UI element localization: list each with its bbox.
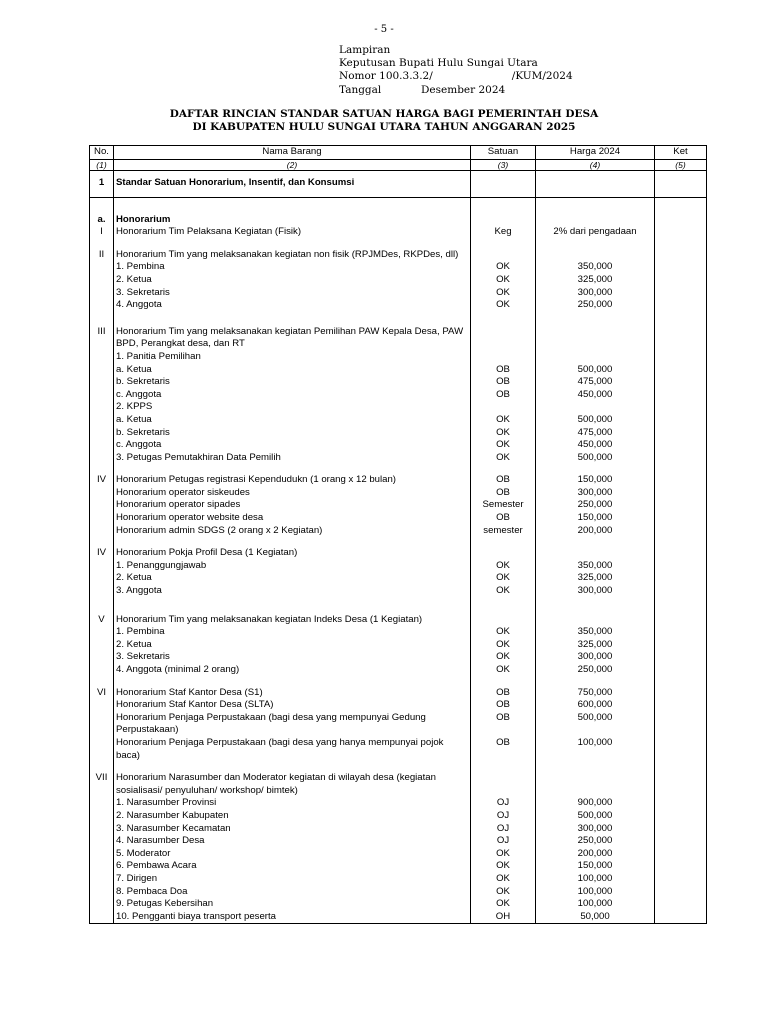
row-satuan: OK [471,639,536,652]
row-no [90,389,114,402]
row-harga: 50,000 [536,911,655,924]
table-row [90,452,707,465]
lampiran-tanggal-label: Tanggal [339,83,382,96]
row-harga: 150,000 [536,860,655,873]
row-harga [536,401,655,414]
row-satuan: OK [471,873,536,886]
row-nama: Honorarium Tim yang melaksanakan kegiatan Indeks Desa (1 Kegiatan) [114,614,471,627]
row-harga: 2% dari pengadaan [536,226,655,239]
row-satuan [471,326,536,351]
row-satuan: OJ [471,810,536,823]
row-harga: 300,000 [536,823,655,836]
row-no [90,823,114,836]
table-row [90,364,707,377]
table-row [90,687,707,700]
row-nama: Honorarium admin SDGS (2 orang x 2 Kegiatan) [114,525,471,538]
row-ket [655,364,707,377]
row-no [90,439,114,452]
row-ket [655,452,707,465]
row-no [90,737,114,762]
row-nama: Honorarium Tim yang melaksanakan kegiatan non fisik (RPJMDes, RKPDes, dll) [114,249,471,262]
row-nama: 2. Narasumber Kabupaten [114,810,471,823]
row-no [90,401,114,414]
section-title: Standar Satuan Honorarium, Insentif, dan Konsumsi [114,170,471,197]
title-line-2: DI KABUPATEN HULU SUNGAI UTARA TAHUN ANGGARAN 2025 [192,121,576,133]
row-ket [655,261,707,274]
row-nama: Honorarium Narasumber dan Moderator kegiatan di wilayah desa (kegiatan sosialisasi/ penyuluhan/ workshop/ bimtek) [114,772,471,797]
row-satuan [471,614,536,627]
sub-a-title: Honorarium [114,214,471,227]
row-nama: Honorarium Staf Kantor Desa (SLTA) [114,699,471,712]
row-nama: 3. Narasumber Kecamatan [114,823,471,836]
table-row [90,626,707,639]
row-no [90,560,114,573]
row-satuan: OK [471,651,536,664]
row-nama: Honorarium Penjaga Perpustakaan (bagi desa yang mempunyai Gedung Perpustakaan) [114,712,471,737]
row-ket [655,487,707,500]
header-satuan: Satuan [471,146,536,160]
table-row [90,664,707,677]
row-ket [655,737,707,762]
row-no: II [90,249,114,262]
row-ket [655,376,707,389]
row-harga: 350,000 [536,560,655,573]
row-satuan: OB [471,474,536,487]
row-satuan: OK [471,261,536,274]
row-ket [655,512,707,525]
row-harga: 500,000 [536,364,655,377]
row-satuan [471,351,536,364]
row-satuan: OB [471,389,536,402]
row-nama: 8. Pembaca Doa [114,886,471,899]
row-harga: 150,000 [536,474,655,487]
row-nama: 3. Sekretaris [114,287,471,300]
row-nama: c. Anggota [114,439,471,452]
row-harga: 475,000 [536,376,655,389]
sub-a-no: a. [90,214,114,227]
row-ket [655,389,707,402]
row-nama: b. Sekretaris [114,427,471,440]
row-nama: 7. Dirigen [114,873,471,886]
header-no: No. [90,146,114,160]
row-satuan: OB [471,687,536,700]
table-row [90,810,707,823]
row-no [90,860,114,873]
document-title [0,108,768,134]
row-harga [536,547,655,560]
table-row [90,898,707,911]
row-no [90,886,114,899]
table-row [90,389,707,402]
row-satuan: OK [471,585,536,598]
row-no: IV [90,547,114,560]
colnum-no: (1) [90,159,114,170]
row-harga: 325,000 [536,639,655,652]
row-no [90,299,114,312]
row-no [90,287,114,300]
row-ket [655,651,707,664]
row-satuan [471,547,536,560]
row-ket [655,810,707,823]
row-satuan: OB [471,712,536,737]
group-title-row [90,614,707,627]
page-number: - 5 - [374,24,394,35]
table-row [90,376,707,389]
row-nama: 2. Ketua [114,572,471,585]
lampiran-nomor-label: Nomor 100.3.3.2/ [339,70,433,83]
table-row [90,835,707,848]
row-harga: 300,000 [536,287,655,300]
row-harga: 325,000 [536,572,655,585]
row-satuan: OB [471,512,536,525]
row-harga [536,614,655,627]
row-nama: Honorarium operator website desa [114,512,471,525]
row-satuan: OH [471,911,536,924]
header-ket: Ket [655,146,707,160]
table-row [90,499,707,512]
row-satuan [471,249,536,262]
row-ket [655,525,707,538]
row-no [90,487,114,500]
table-row [90,860,707,873]
group-title-row [90,249,707,262]
row-nama: 1. Pembina [114,626,471,639]
row-harga: 100,000 [536,737,655,762]
row-nama: c. Anggota [114,389,471,402]
row-no [90,512,114,525]
row-no [90,664,114,677]
row-ket [655,299,707,312]
header-row [90,146,707,160]
row-no [90,376,114,389]
row-harga: 150,000 [536,512,655,525]
row-nama: Honorarium Pokja Profil Desa (1 Kegiatan) [114,547,471,560]
lampiran-label: Lampiran [339,44,391,56]
row-ket [655,664,707,677]
row-no [90,835,114,848]
table-row [90,474,707,487]
row-no [90,499,114,512]
row-satuan: OK [471,439,536,452]
row-nama: Honorarium Penjaga Perpustakaan (bagi desa yang hanya mempunyai pojok baca) [114,737,471,762]
row-ket [655,835,707,848]
row-no [90,364,114,377]
row-satuan: OJ [471,823,536,836]
row-nama: Honorarium Tim Pelaksana Kegiatan (Fisik) [114,226,471,239]
row-no [90,414,114,427]
row-harga: 750,000 [536,687,655,700]
table-row [90,797,707,810]
row-nama: Honorarium operator sipades [114,499,471,512]
row-satuan: OK [471,287,536,300]
row-harga: 450,000 [536,439,655,452]
row-harga: 300,000 [536,651,655,664]
row-nama: 4. Anggota [114,299,471,312]
row-satuan: OK [471,860,536,873]
row-nama: 3. Sekretaris [114,651,471,664]
row-satuan [471,772,536,797]
row-ket [655,886,707,899]
row-harga: 100,000 [536,898,655,911]
row-satuan: OB [471,487,536,500]
row-nama: Honorarium Tim yang melaksanakan kegiatan Pemilihan PAW Kepala Desa, PAW BPD, Perangkat desa, dan RT [114,326,471,351]
row-satuan: OK [471,427,536,440]
table-row [90,414,707,427]
row-nama: 10. Pengganti biaya transport peserta [114,911,471,924]
row-ket [655,614,707,627]
table-row [90,274,707,287]
row-harga: 350,000 [536,261,655,274]
row-ket [655,873,707,886]
row-satuan: OK [471,572,536,585]
table-row [90,848,707,861]
table-row [90,427,707,440]
row-no: VII [90,772,114,797]
row-harga: 250,000 [536,664,655,677]
row-ket [655,560,707,573]
sub-a-row [90,214,707,227]
row-harga: 450,000 [536,389,655,402]
row-satuan: OB [471,376,536,389]
row-no [90,626,114,639]
row-no [90,911,114,924]
row-no [90,873,114,886]
row-ket [655,499,707,512]
row-satuan: Semester [471,499,536,512]
row-nama: 3. Anggota [114,585,471,598]
row-ket [655,439,707,452]
table-row [90,299,707,312]
row-ket [655,898,707,911]
colnum-satuan: (3) [471,159,536,170]
row-satuan: OK [471,626,536,639]
row-harga: 500,000 [536,810,655,823]
group-title-row [90,547,707,560]
colnum-ket: (5) [655,159,707,170]
row-ket [655,547,707,560]
row-ket [655,414,707,427]
row-nama: 6. Pembawa Acara [114,860,471,873]
header-harga: Harga 2024 [536,146,655,160]
colnum-nama: (2) [114,159,471,170]
row-no [90,898,114,911]
lampiran-tanggal-value: Desember 2024 [421,83,506,96]
table-row [90,737,707,762]
row-ket [655,474,707,487]
row-harga: 325,000 [536,274,655,287]
row-no [90,351,114,364]
row-satuan: OK [471,274,536,287]
row-nama: b. Sekretaris [114,376,471,389]
row-ket [655,249,707,262]
row-satuan: OB [471,737,536,762]
row-ket [655,848,707,861]
row-ket [655,326,707,351]
table-row [90,572,707,585]
row-harga: 600,000 [536,699,655,712]
row-no [90,572,114,585]
row-harga: 900,000 [536,797,655,810]
row-satuan: OJ [471,835,536,848]
row-ket [655,911,707,924]
row-no: I [90,226,114,239]
row-no: IV [90,474,114,487]
row-no: III [90,326,114,351]
row-no [90,699,114,712]
table-row [90,401,707,414]
row-harga: 350,000 [536,626,655,639]
row-harga: 500,000 [536,414,655,427]
row-ket [655,626,707,639]
table-row [90,351,707,364]
table-row [90,911,707,924]
row-nama: 3. Petugas Pemutakhiran Data Pemilih [114,452,471,465]
row-nama: 2. KPPS [114,401,471,414]
row-ket [655,712,707,737]
row-nama: a. Ketua [114,414,471,427]
row-no [90,261,114,274]
row-no [90,525,114,538]
table-row [90,560,707,573]
row-satuan: OK [471,664,536,677]
row-ket [655,274,707,287]
row-nama: 1. Pembina [114,261,471,274]
row-satuan: OK [471,299,536,312]
table-row [90,439,707,452]
row-no: VI [90,687,114,700]
table-row [90,823,707,836]
row-harga: 100,000 [536,886,655,899]
row-satuan: semester [471,525,536,538]
row-nama: 2. Ketua [114,639,471,652]
header-nama: Nama Barang [114,146,471,160]
row-no [90,712,114,737]
lampiran-keputusan: Keputusan Bupati Hulu Sungai Utara [339,57,538,70]
row-no [90,427,114,440]
row-ket [655,823,707,836]
row-nama: 1. Penanggungjawab [114,560,471,573]
row-ket [655,572,707,585]
row-no: V [90,614,114,627]
title-line-1: DAFTAR RINCIAN STANDAR SATUAN HARGA BAGI PEMERINTAH DESA [169,108,599,120]
row-satuan: OB [471,364,536,377]
row-ket [655,687,707,700]
group-title-row [90,326,707,351]
column-number-row [90,159,707,170]
row-harga: 300,000 [536,585,655,598]
row-harga: 475,000 [536,427,655,440]
row-nama: Honorarium Petugas registrasi Kependudukn (1 orang x 12 bulan) [114,474,471,487]
row-ket [655,351,707,364]
row-satuan: OK [471,848,536,861]
row-nama: 5. Moderator [114,848,471,861]
lampiran-block [339,44,573,97]
table-row [90,639,707,652]
row-satuan: OK [471,898,536,911]
row-satuan: OB [471,699,536,712]
row-ket [655,860,707,873]
row-satuan: OJ [471,797,536,810]
price-table [89,145,707,924]
row-harga: 250,000 [536,835,655,848]
row-no [90,452,114,465]
row-satuan [471,401,536,414]
row-no [90,585,114,598]
row-nama: 4. Anggota (minimal 2 orang) [114,664,471,677]
table-row [90,512,707,525]
row-no [90,848,114,861]
table-row [90,487,707,500]
row-harga: 250,000 [536,499,655,512]
row-satuan: Keg [471,226,536,239]
row-no [90,810,114,823]
row-no [90,274,114,287]
table-row [90,585,707,598]
table-row [90,651,707,664]
row-satuan: OK [471,452,536,465]
row-harga: 200,000 [536,848,655,861]
table-row [90,525,707,538]
row-no [90,797,114,810]
row-ket [655,797,707,810]
row-harga: 200,000 [536,525,655,538]
row-ket [655,772,707,797]
row-harga: 100,000 [536,873,655,886]
row-harga [536,326,655,351]
row-no [90,639,114,652]
table-row [90,226,707,239]
row-nama: 1. Narasumber Provinsi [114,797,471,810]
table-row [90,287,707,300]
section-row [90,170,707,197]
row-nama: 1. Panitia Pemilihan [114,351,471,364]
row-ket [655,639,707,652]
table-row [90,261,707,274]
row-satuan: OK [471,560,536,573]
row-nama: 9. Petugas Kebersihan [114,898,471,911]
row-ket [655,287,707,300]
group-title-row [90,772,707,797]
row-nama: 4. Narasumber Desa [114,835,471,848]
section-no: 1 [90,170,114,197]
row-harga [536,249,655,262]
table-row [90,712,707,737]
row-harga: 300,000 [536,487,655,500]
row-nama: 2. Ketua [114,274,471,287]
row-harga [536,351,655,364]
table-row [90,699,707,712]
table-row [90,873,707,886]
row-satuan: OK [471,886,536,899]
row-nama: Honorarium Staf Kantor Desa (S1) [114,687,471,700]
row-ket [655,401,707,414]
row-no [90,651,114,664]
row-ket [655,699,707,712]
row-nama: Honorarium operator siskeudes [114,487,471,500]
row-ket [655,585,707,598]
lampiran-nomor-suffix: /KUM/2024 [511,70,573,83]
row-satuan: OK [471,414,536,427]
colnum-harga: (4) [536,159,655,170]
row-harga: 500,000 [536,452,655,465]
row-harga: 500,000 [536,712,655,737]
table-row [90,886,707,899]
row-harga: 250,000 [536,299,655,312]
row-nama: a. Ketua [114,364,471,377]
row-ket [655,427,707,440]
row-harga [536,772,655,797]
